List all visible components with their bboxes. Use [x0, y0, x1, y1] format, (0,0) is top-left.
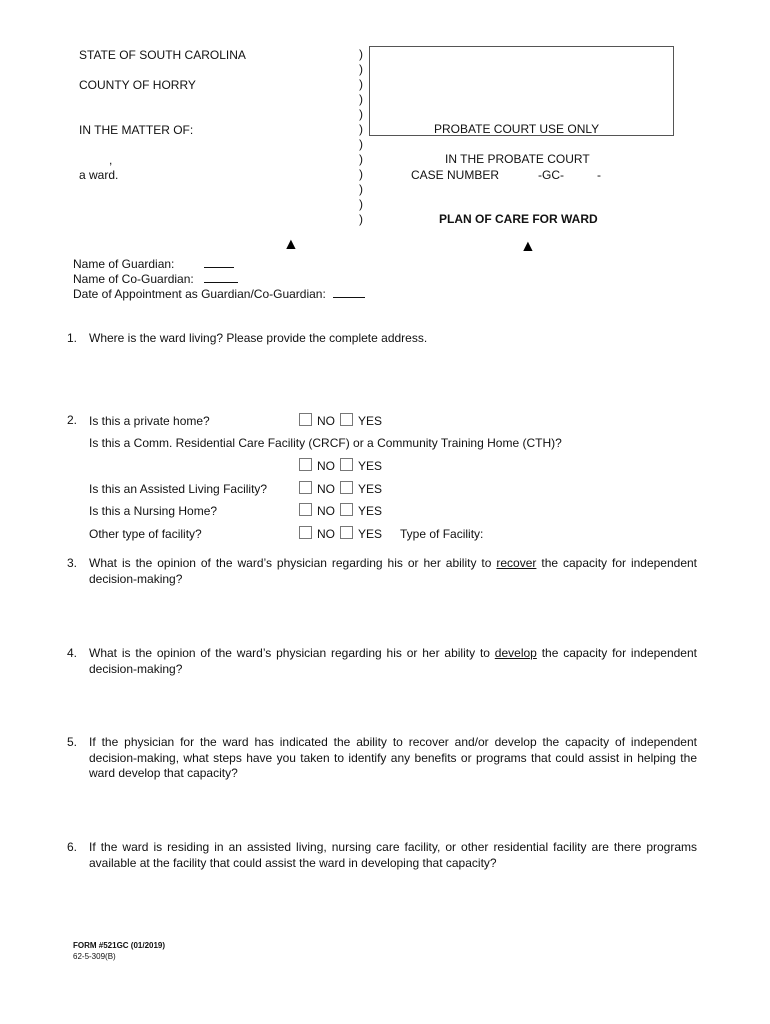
no-label: NO: [317, 482, 335, 496]
other-facility-yes-checkbox[interactable]: [340, 526, 353, 539]
caption-paren: ): [359, 107, 363, 121]
in-the-matter-label: IN THE MATTER OF:: [79, 123, 194, 137]
question-1-text: Where is the ward living? Please provide the complete address.: [89, 331, 428, 345]
appointment-date-row: [73, 287, 365, 301]
caption-paren: ): [359, 137, 363, 151]
question-5-number: 5.: [67, 735, 78, 749]
no-label: NO: [317, 504, 335, 518]
guardian-name-label: Name of Guardian:: [73, 257, 175, 271]
form-number: FORM #521GC (01/2019): [73, 941, 166, 950]
question-4-number: 4.: [67, 646, 78, 660]
case-number-label: CASE NUMBER: [411, 168, 500, 182]
question-1-number: 1.: [67, 331, 78, 345]
crcf-no-checkbox[interactable]: [299, 458, 312, 471]
statute-reference: 62-5-309(B): [73, 952, 116, 961]
no-label: NO: [317, 414, 335, 428]
caption-paren: ): [359, 77, 363, 91]
caption-paren: ): [359, 182, 363, 196]
caption-paren: ): [359, 212, 363, 226]
caption-paren: ): [359, 47, 363, 61]
private-home-no-checkbox[interactable]: [299, 413, 312, 426]
question-2-nursing-home: Is this a Nursing Home?: [89, 504, 218, 518]
ward-name-comma: ,: [109, 153, 113, 167]
up-arrow-icon: ▲: [520, 238, 536, 255]
question-6-text: If the ward is residing in an assisted living, nursing care facility, or other residential facility are there programs available at the facility that could assist the ward in developing that capacity?: [89, 840, 697, 870]
other-facility-no-checkbox[interactable]: [299, 526, 312, 539]
caption-paren: ): [359, 197, 363, 211]
question-3-number: 3.: [67, 556, 78, 570]
yes-label: YES: [358, 504, 383, 518]
appointment-date-field[interactable]: [333, 288, 365, 298]
coguardian-name-label: Name of Co-Guardian:: [73, 272, 194, 286]
probate-court-label: IN THE PROBATE COURT: [445, 152, 590, 166]
question-3-text-b: the capacity for independent decision-making?: [89, 556, 698, 586]
case-number-dash: -: [597, 168, 601, 182]
yes-label: YES: [358, 482, 383, 496]
question-3-emphasis: recover: [496, 556, 537, 570]
question-4-text: [89, 646, 697, 677]
assisted-living-yes-checkbox[interactable]: [340, 481, 353, 494]
coguardian-name-row: [73, 272, 238, 286]
no-label: NO: [317, 527, 335, 541]
type-of-facility-label: Type of Facility:: [400, 527, 484, 541]
court-use-only-label: PROBATE COURT USE ONLY: [434, 122, 600, 136]
caption-paren: ): [359, 92, 363, 106]
nursing-home-no-checkbox[interactable]: [299, 503, 312, 516]
question-3-text-a: What is the opinion of the ward’s physician regarding his or her ability to: [89, 556, 497, 570]
question-2-private-home: Is this a private home?: [89, 414, 210, 428]
private-home-yes-checkbox[interactable]: [340, 413, 353, 426]
up-arrow-icon: ▲: [283, 236, 299, 253]
nursing-home-yes-checkbox[interactable]: [340, 503, 353, 516]
appointment-date-label: Date of Appointment as Guardian/Co-Guardian:: [73, 287, 326, 301]
state-label: STATE OF SOUTH CAROLINA: [79, 48, 246, 62]
question-2-crcf: Is this a Comm. Residential Care Facility (CRCF) or a Community Training Home (CTH)?: [89, 436, 562, 450]
question-3-text: [89, 556, 697, 587]
question-4-emphasis: develop: [494, 646, 537, 660]
question-4-text-b: the capacity for independent decision-making?: [89, 646, 697, 676]
caption-paren: ): [359, 122, 363, 136]
caption-paren: ): [359, 167, 363, 181]
question-4-text-a: What is the opinion of the ward’s physician regarding his or her ability to: [89, 646, 495, 660]
county-label: COUNTY OF HORRY: [79, 78, 196, 92]
question-5-text: If the physician for the ward has indicated the ability to recover and/or develop the capacity of independent decision-making, what steps have you taken to identify any benefits or programs that could assist in helping the ward develop that capacity?: [89, 735, 697, 780]
yes-label: YES: [358, 414, 383, 428]
caption-paren: ): [359, 62, 363, 76]
case-number-gc: -GC-: [538, 168, 564, 182]
question-2-number: 2.: [67, 413, 78, 427]
caption-paren: ): [359, 152, 363, 166]
no-label: NO: [317, 459, 335, 473]
yes-label: YES: [358, 527, 383, 541]
form-title: PLAN OF CARE FOR WARD: [439, 212, 598, 226]
yes-label: YES: [358, 459, 383, 473]
coguardian-name-field[interactable]: [204, 273, 238, 283]
question-6-number: 6.: [67, 840, 78, 854]
question-2-assisted-living: Is this an Assisted Living Facility?: [89, 482, 268, 496]
a-ward-label: a ward.: [79, 168, 119, 182]
guardian-name-row: [73, 257, 234, 271]
question-2-other-facility: Other type of facility?: [89, 527, 202, 541]
assisted-living-no-checkbox[interactable]: [299, 481, 312, 494]
guardian-name-field[interactable]: [204, 258, 234, 268]
crcf-yes-checkbox[interactable]: [340, 458, 353, 471]
